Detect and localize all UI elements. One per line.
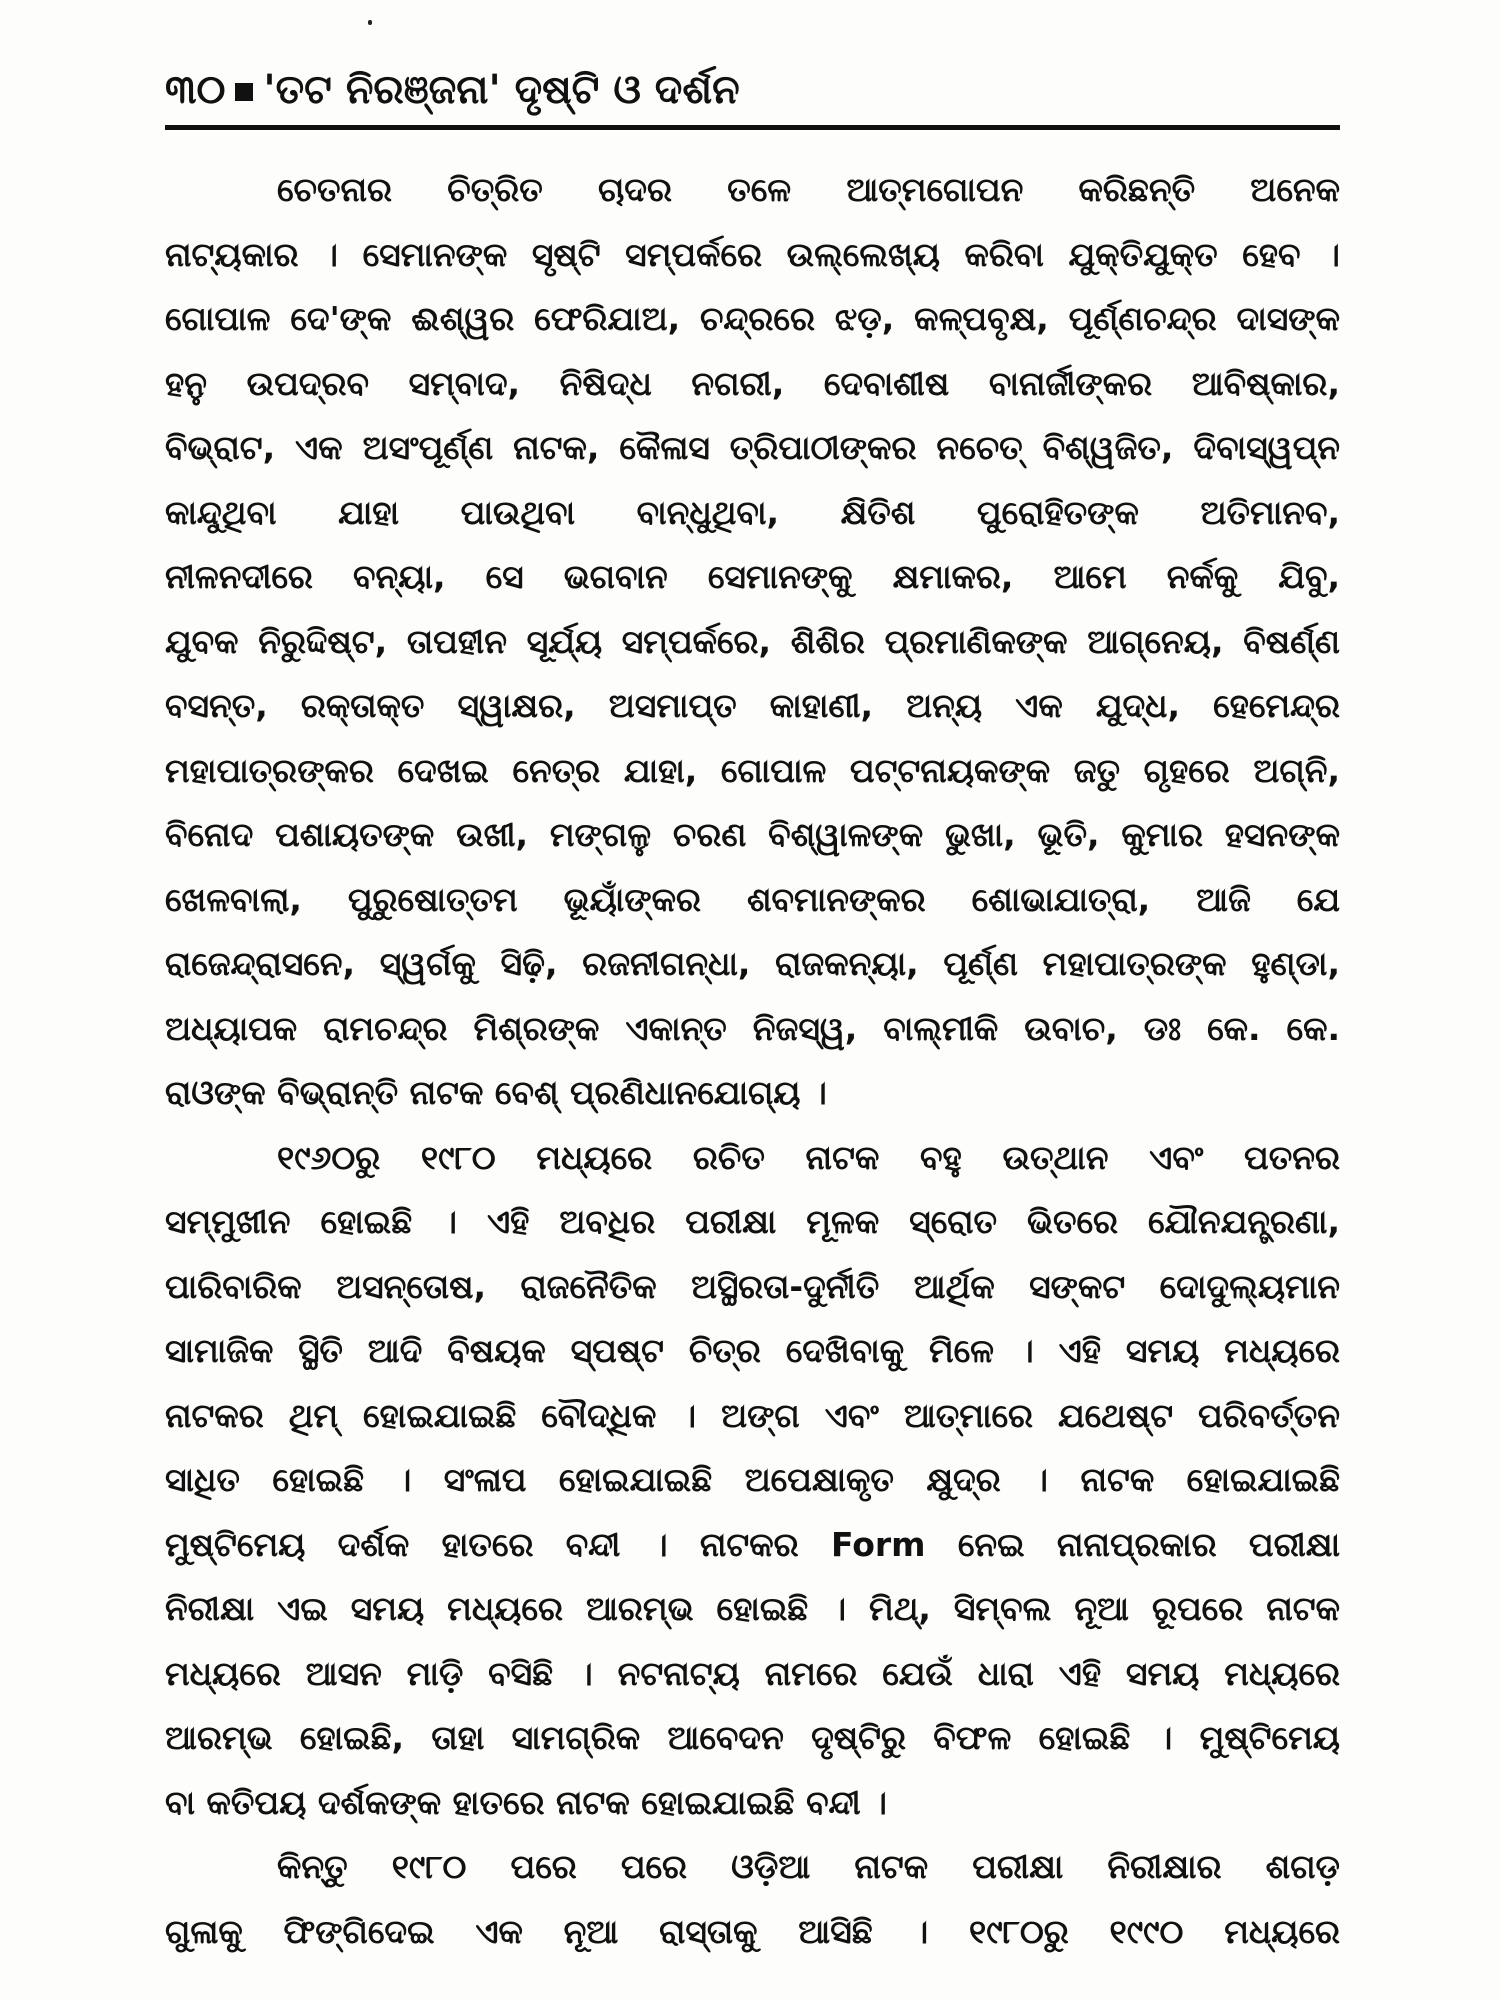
text-line: ପାରିବାରିକ ଅସନ୍ତୋଷ, ରାଜନୈତିକ ଅସ୍ଥିରତା-ଦୁର୍ନୀତି ଆର୍ଥିକ ସଙ୍କଟ ଦୋଦୁଲ୍ୟମାନ	[165, 1266, 1340, 1306]
text-line: ସମ୍ମୁଖୀନ ହୋଇଛି । ଏହି ଅବଧିର ପରୀକ୍ଷା ମୂଳକ ସ୍ରୋତ ଭିତରେ ଯୌନଯନ୍ତ୍ରଣା,	[165, 1202, 1340, 1241]
print-speck	[368, 20, 372, 25]
page-number: ୩୦	[165, 67, 226, 113]
text-line: ମଧ୍ୟରେ ଆସନ ମାଡ଼ି ବସିଛି । ନଟନାଟ୍ୟ ନାମରେ ଯେଉଁ ଧାରା ଏହି ସମୟ ମଧ୍ୟରେ	[165, 1653, 1340, 1693]
text-line: ସାମାଜିକ ସ୍ଥିତି ଆଦି ବିଷୟକ ସ୍ପଷ୍ଟ ଚିତ୍ର ଦେଖିବାକୁ ମିଳେ । ଏହି ସମୟ ମଧ୍ୟରେ	[165, 1331, 1340, 1370]
text-line: ହନୁ ଉପଦ୍ରବ ସମ୍ବାଦ, ନିଷିଦ୍ଧ ନଗରୀ, ଦେବାଶୀଷ ବାନାର୍ଜୀଙ୍କର ଆବିଷ୍କାର,	[165, 363, 1340, 403]
book-title: 'ତଟ ନିରଞ୍ଜନା' ଦୃଷ୍ଟି ଓ ଦର୍ଶନ	[263, 67, 740, 113]
text-line: ନାଟକର ଥିମ୍ ହୋଇଯାଇଛି ବୌଦ୍ଧିକ । ଅଙ୍ଗ ଏବଂ ଆତ୍ମାରେ ଯଥେଷ୍ଟ ପରିବର୍ତ୍ତନ	[165, 1395, 1340, 1435]
text-line: ଗୁଳାକୁ ଫିଙ୍ଗିଦେଇ ଏକ ନୂଆ ରାସ୍ତାକୁ ଆସିଛି । ୧୯୮୦ରୁ ୧୯୯୦ ମଧ୍ୟରେ	[165, 1911, 1340, 1951]
text-line: କିନ୍ତୁ ୧୯୮୦ ପରେ ପରେ ଓଡ଼ିଆ ନାଟକ ପରୀକ୍ଷା ନିରୀକ୍ଷାର ଶଗଡ଼	[277, 1847, 1340, 1886]
text-line: କାନ୍ଦୁଥିବା ଯାହା ପାଉଥିବା ବାନ୍ଧୁଥିବା, କ୍ଷିତିଶ ପୁରୋହିତଙ୍କ ଅତିମାନବ,	[165, 492, 1340, 532]
text-line: ୧୯୬୦ରୁ ୧୯୮୦ ମଧ୍ୟରେ ରଚିତ ନାଟକ ବହୁ ଉତ୍‌ଥାନ ଏବଂ ପତନର	[277, 1137, 1340, 1177]
paragraph	[165, 1126, 1340, 1836]
text-line: ଚେତନାର ଚିତ୍ରିତ ଚାଦର ତଳେ ଆତ୍ମଗୋପନ କରିଛନ୍ତି ଅନେକ	[277, 170, 1340, 209]
text-line: ବା କତିପୟ ଦର୍ଶକଙ୍କ ହାତରେ ନାଟକ ହୋଇଯାଇଛି ବନ୍ଦୀ ।	[165, 1782, 888, 1822]
square-bullet-icon	[235, 83, 253, 101]
header-rule	[165, 125, 1340, 130]
running-header	[165, 62, 740, 118]
text-line: ବିନୋଦ ପଶାୟତଙ୍କ ଉଖୀ, ମଙ୍ଗଳୁ ଚରଣ ବିଶ୍ୱାଳଙ୍କ ଭୁଖା, ଭୂତି, କୁମାର ହସନଙ୍କ	[165, 815, 1340, 854]
text-line: ଆରମ୍ଭ ହୋଇଛି, ତାହା ସାମଗ୍ରିକ ଆବେଦନ ଦୃଷ୍ଟିରୁ ବିଫଳ ହୋଇଛି । ମୁଷ୍ଟିମେୟ	[165, 1718, 1340, 1757]
text-line: ରାଓଙ୍କ ବିଭ୍ରାନ୍ତି ନାଟକ ବେଶ୍ ପ୍ରଣିଧାନଯୋଗ୍ୟ ।	[165, 1073, 827, 1112]
text-line: ଯୁବକ ନିରୁଦ୍ଦିଷ୍ଟ, ତାପହୀନ ସୂର୍ଯ୍ୟ ସମ୍ପର୍କରେ, ଶିଶିର ପ୍ରମାଣିକଙ୍କ ଆଗ୍ନେୟ, ବିଷର୍ଣ୍ଣ	[165, 621, 1340, 661]
text-line: ଗୋପାଳ ଦେ'ଙ୍କ ଈଶ୍ୱର ଫେରିଯାଅ, ଚନ୍ଦ୍ରରେ ଝଡ଼, କଳ୍ପବୃକ୍ଷ, ପୂର୍ଣ୍ଣଚନ୍ଦ୍ର ଦାସଙ୍କ	[165, 299, 1340, 338]
text-line: ମହାପାତ୍ରଙ୍କର ଦେଖଇ ନେତ୍ର ଯାହା, ଗୋପାଳ ପଟ୍ଟନାୟକଙ୍କ ଜତୁ ଗୃହରେ ଅଗ୍ନି,	[165, 750, 1340, 790]
text-line: ସାଧିତ ହୋଇଛି । ସଂଳାପ ହୋଇଯାଇଛି ଅପେକ୍ଷାକୃତ କ୍ଷୁଦ୍ର । ନାଟକ ହୋଇଯାଇଛି	[165, 1460, 1340, 1499]
text-line: ବସନ୍ତ, ରକ୍ତାକ୍ତ ସ୍ୱାକ୍ଷର, ଅସମାପ୍ତ କାହାଣୀ, ଅନ୍ୟ ଏକ ଯୁଦ୍ଧ, ହେମେନ୍ଦ୍ର	[165, 686, 1340, 725]
paragraph	[165, 158, 1340, 1126]
text-line: ନିରୀକ୍ଷା ଏଇ ସମୟ ମଧ୍ୟରେ ଆରମ୍ଭ ହୋଇଛି । ମିଥ୍, ସିମ୍ବଲ ନୂଆ ରୂପରେ ନାଟକ	[165, 1589, 1340, 1628]
text-line: ଅଧ୍ୟାପକ ରାମଚନ୍ଦ୍ର ମିଶ୍ରଙ୍କ ଏକାନ୍ତ ନିଜସ୍ୱ, ବାଲ୍ମୀକି ଉବାଚ, ଡଃ କେ. କେ.	[165, 1008, 1340, 1048]
text-line: ମୁଷ୍ଟିମେୟ ଦର୍ଶକ ହାତରେ ବନ୍ଦୀ । ନାଟକର Form ନେଇ ନାନାପ୍ରକାର ପରୀକ୍ଷା	[165, 1524, 1340, 1564]
text-line: ବିଭ୍ରାଟ, ଏକ ଅସଂପୂର୍ଣ୍ଣ ନାଟକ, କୈଳାସ ତ୍ରିପାଠୀଙ୍କର ନଚେତ୍ ବିଶ୍ୱଜିତ, ଦିବାସ୍ୱପ୍ନ	[165, 428, 1340, 467]
paragraph	[165, 1835, 1340, 1964]
text-line: ନାଟ୍ୟକାର । ସେମାନଙ୍କ ସୃଷ୍ଟି ସମ୍ପର୍କରେ ଉଲ୍ଲେଖ୍ୟ କରିବା ଯୁକ୍ତିଯୁକ୍ତ ହେବ ।	[165, 234, 1340, 274]
text-line: ନୀଳନଦୀରେ ବନ୍ୟା, ସେ ଭଗବାନ ସେମାନଙ୍କୁ କ୍ଷମାକର, ଆମେ ନର୍କକୁ ଯିବୁ,	[165, 557, 1340, 596]
text-line: ରାଜେନ୍ଦ୍ରାସନେ, ସ୍ୱର୍ଗକୁ ସିଢ଼ି, ରଜନୀଗନ୍ଧା, ରାଜକନ୍ୟା, ପୂର୍ଣ୍ଣ ମହାପାତ୍ରଙ୍କ ହୁଣ୍ଡା,	[165, 944, 1340, 983]
body-text	[165, 158, 1340, 1964]
text-line: ଖେଳବାଲା, ପୁରୁଷୋତ୍ତମ ଭୂୟାଁଙ୍କର ଶବମାନଙ୍କର ଶୋଭାଯାତ୍ରା, ଆଜି ଯେ	[165, 879, 1340, 919]
